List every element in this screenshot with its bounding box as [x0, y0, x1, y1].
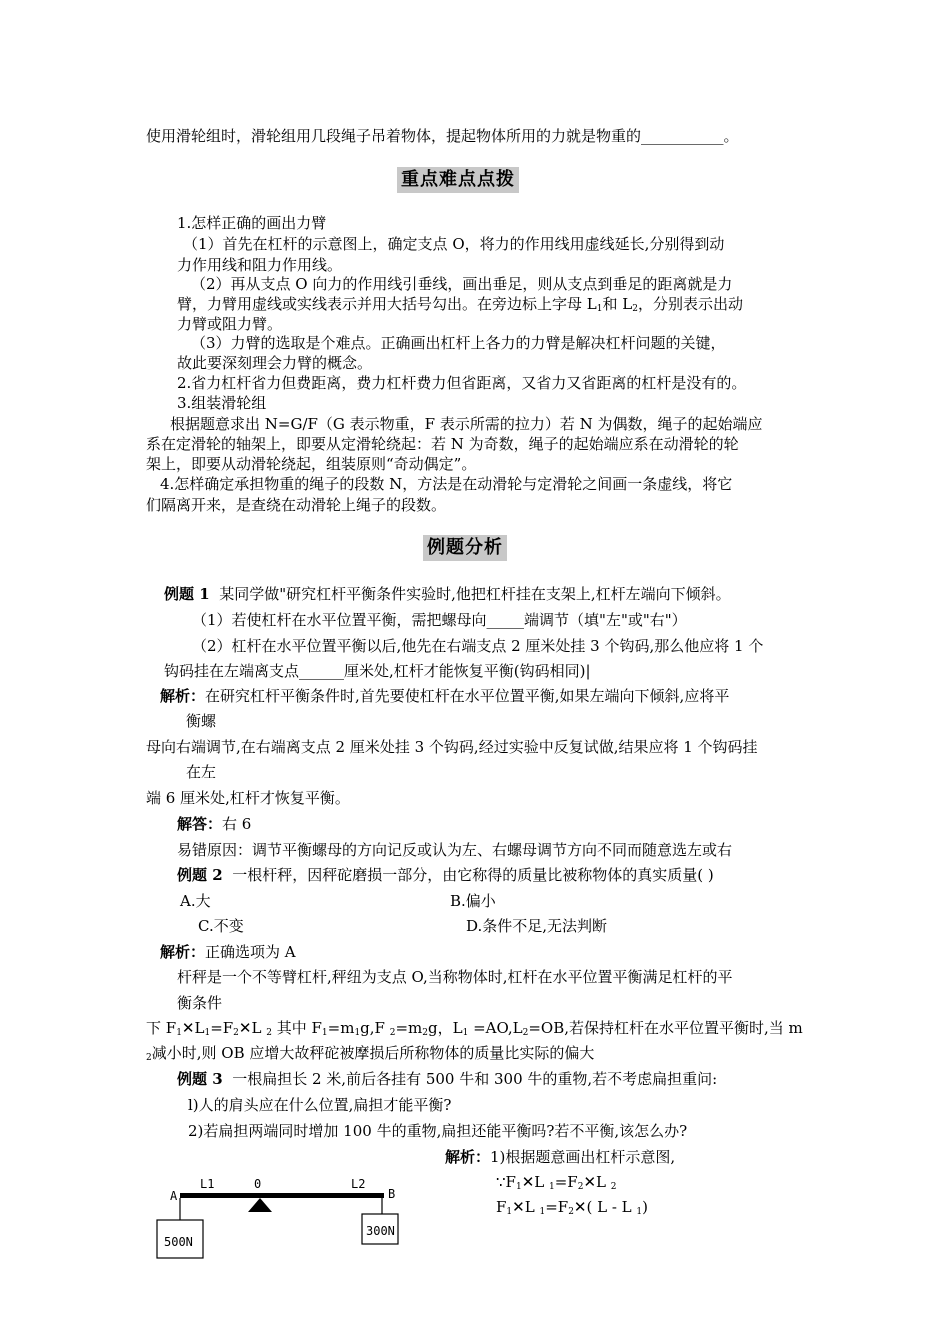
ex3-equation-2: $F_1✕L$ $_1=F_2✕$( L - L $_1$)	[496, 1198, 648, 1217]
label-b: B	[388, 1187, 396, 1201]
ex2-analysis-4: 下 $F_1✕L_1=F_2✕L$ $_2$ 其中 $F_1=m_1g,F$ $_2=m_2g$，$L_1 =AO,L_2=OB$,若保持杠杆在水平位置平衡时,当 m	[146, 1019, 803, 1038]
p3b: 系在定滑轮的轴架上，即要从定滑轮绕起：若 N 为奇数，绳子的起始端应系在动滑轮的轮	[146, 435, 739, 453]
ex1-analysis-2: 衡螺	[186, 712, 217, 730]
label-o: 0	[254, 1177, 262, 1191]
ex1-error-cause: 易错原因：调节平衡螺母的方向记反或认为左、右螺母调节方向不同而随意选左或右	[177, 841, 733, 859]
p3-title: 3.组装滑轮组	[177, 394, 267, 412]
ex1-analysis-5: 端 6 厘米处,杠杆才恢复平衡。	[146, 789, 350, 807]
p1-s2a: （2）再从支点 O 向力的作用线引垂线，画出垂足，则从支点到垂足的距离就是力	[191, 275, 733, 293]
ex1-analysis-1: 解析：在研究杠杆平衡条件时,首先要使杠杆在水平位置平衡,如果左端向下倾斜,应将平	[160, 687, 730, 705]
ex2-option-a: A.大	[180, 892, 211, 910]
ex2-analysis-1: 解析：正确选项为 A	[160, 943, 296, 961]
ex2-analysis-2: 杆秤是一个不等臂杠杆,秤纽为支点 O,当称物体时,杠杆在水平位置平衡满足杠杆的平	[177, 968, 733, 986]
ex2-option-c: C.不变	[198, 917, 244, 935]
section-heading-examples: 例题分析	[423, 535, 507, 561]
lever-diagram	[150, 1172, 410, 1264]
ex3-q1: l)人的肩头应在什么位置,扁担才能平衡?	[188, 1096, 452, 1114]
p1-s1a: （1）首先在杠杆的示意图上，确定支点 O，将力的作用线用虚线延长,分别得到动	[183, 235, 725, 253]
p1-s3b: 故此要深刻理会力臂的概念。	[177, 354, 373, 372]
ex2-option-b: B.偏小	[450, 892, 496, 910]
weight-right-label: 300N	[366, 1224, 395, 1238]
fulcrum	[248, 1198, 272, 1212]
p1-s2b: 臂，力臂用虚线或实线表示并用大括号勾出。在旁边标上字母 $L_1$和 $L_2$，分别表示出动	[177, 295, 743, 314]
label-a: A	[170, 1189, 178, 1203]
ex2-analysis-5: $_2$减小时,则 OB 应增大故秤砣被摩损后所称物体的质量比实际的偏大	[146, 1044, 595, 1063]
ex1-q1: （1）若使杠杆在水平位置平衡，需把螺母向_____端调节（填"左"或"右"）	[192, 611, 687, 629]
ex3-question: 例题 3 一根扁担长 2 米,前后各挂有 500 牛和 300 牛的重物,若不考虑扁担重问:	[177, 1070, 718, 1088]
ex2-analysis-3: 衡条件	[177, 994, 223, 1012]
ex1-q2a: （2）杠杆在水平位置平衡以后,他先在右端支点 2 厘米处挂 3 个钩码,那么他应将 1 个	[192, 637, 764, 655]
p3a: 根据题意求出 N=G/F（G 表示物重，F 表示所需的拉力）若 N 为偶数，绳子的起始端应	[170, 415, 763, 433]
section-heading-key-points: 重点难点点拨	[397, 167, 519, 193]
ex3-analysis-1: 解析：1)根据题意画出杠杆示意图,	[445, 1148, 676, 1166]
p1-s1b: 力作用线和阻力作用线。	[177, 256, 343, 274]
p1-title: 1.怎样正确的画出力臂	[177, 214, 327, 232]
ex1-analysis-3: 母向右端调节,在右端离支点 2 厘米处挂 3 个钩码,经过实验中反复试做,结果应将 1 个钩码挂	[146, 738, 758, 756]
ex3-q2: 2)若扁担两端同时增加 100 牛的重物,扁担还能平衡吗?若不平衡,该怎么办?	[188, 1122, 688, 1140]
ex1-analysis-4: 在左	[186, 763, 217, 781]
ex2-option-d: D.条件不足,无法判断	[466, 917, 608, 935]
p1-s3a: （3）力臂的选取是个难点。正确画出杠杆上各力的力臂是解决杠杆问题的关键，	[191, 334, 726, 352]
ex2-question: 例题 2 一根杆秤，因秤砣磨损一部分，由它称得的质量比被称物体的真实质量( )	[177, 866, 714, 884]
intro-line: 使用滑轮组时，滑轮组用几段绳子吊着物体，提起物体所用的力就是物重的___________。	[146, 127, 739, 145]
label-l2: L2	[351, 1177, 366, 1191]
ex1-q2b: 钩码挂在左端离支点______厘米处,杠杆才能恢复平衡(钩码相同)|	[164, 662, 591, 680]
label-l1: L1	[200, 1177, 215, 1191]
p3c: 架上，即要从动滑轮绕起，组装原则“奇动偶定”。	[146, 455, 477, 473]
p4b: 们隔离开来，是查绕在动滑轮上绳子的段数。	[146, 496, 447, 514]
lever-bar	[180, 1193, 384, 1198]
p4a: 4.怎样确定承担物重的绳子的段数 N，方法是在动滑轮与定滑轮之间画一条虚线，将它	[160, 475, 733, 493]
weight-left-label: 500N	[164, 1235, 193, 1249]
ex1-answer: 解答：右 6	[177, 815, 252, 833]
p2: 2.省力杠杆省力但费距离，费力杠杆费力但省距离，又省力又省距离的杠杆是没有的。	[177, 374, 747, 392]
ex1-question: 例题 1 某同学做"研究杠杆平衡条件实验时,他把杠杆挂在支架上,杠杆左端向下倾斜。	[164, 585, 731, 603]
ex3-equation-1: $\because F_1✕L$ $_1=F_2✕L$ $_2$	[496, 1173, 617, 1192]
p1-s2c: 力臂或阻力臂。	[177, 315, 283, 333]
